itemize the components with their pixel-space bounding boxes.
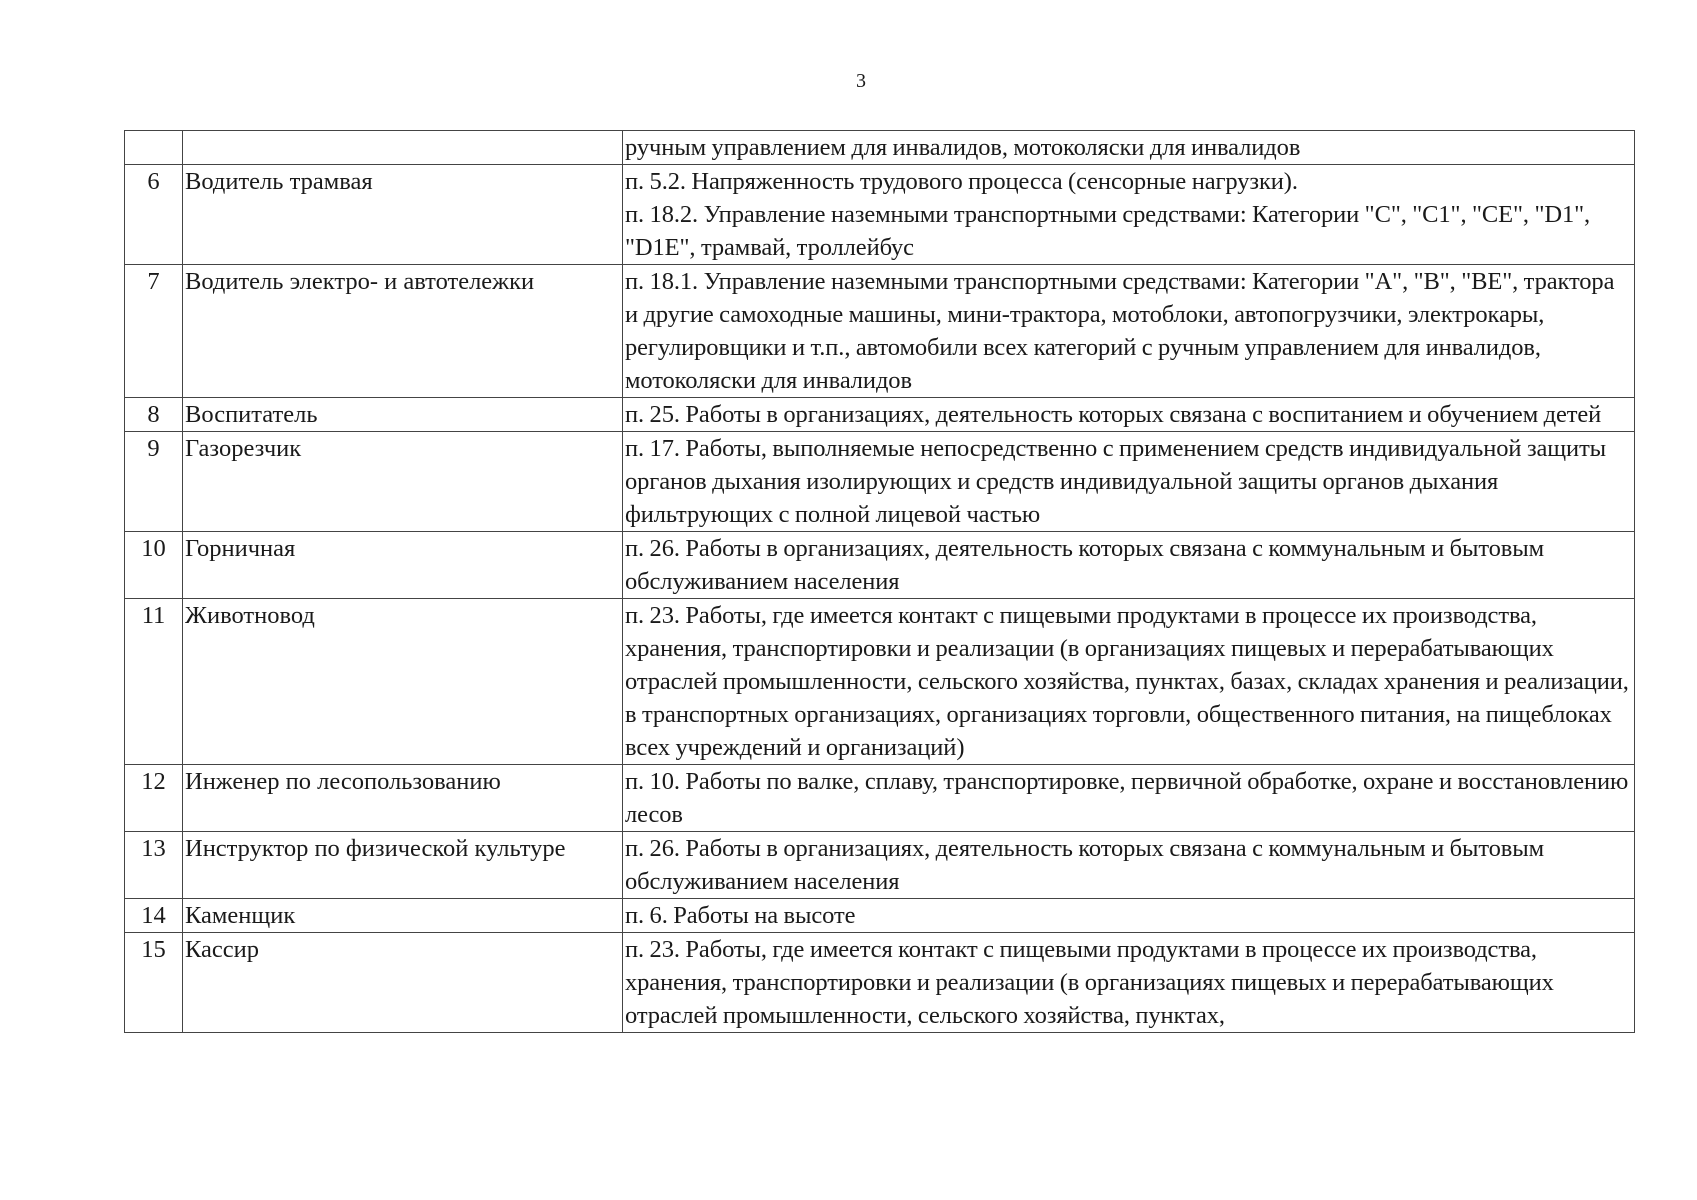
table-row (125, 599, 1635, 765)
requirement-cell: п. 25. Работы в организациях, деятельность которых связана с воспитанием и обучением детей (623, 398, 1635, 432)
requirement-cell: п. 26. Работы в организациях, деятельность которых связана с коммунальным и бытовым обслуживанием населения (623, 532, 1635, 599)
page-number: 3 (856, 70, 866, 92)
row-number-cell: 10 (125, 532, 183, 599)
table-row (125, 398, 1635, 432)
row-number-cell: 8 (125, 398, 183, 432)
profession-cell: Газорезчик (183, 432, 623, 532)
table-row (125, 933, 1635, 1033)
table-row (125, 131, 1635, 165)
table-row (125, 432, 1635, 532)
profession-cell: Животновод (183, 599, 623, 765)
profession-cell: Водитель электро- и автотележки (183, 265, 623, 398)
table-row (125, 765, 1635, 832)
table-row (125, 899, 1635, 933)
requirement-cell: п. 17. Работы, выполняемые непосредственно с применением средств индивидуальной защиты органов дыхания изолирующих и средств индивидуальной защиты органов дыхания фильтрующих с полной лицевой частью (623, 432, 1635, 532)
professions-table (124, 130, 1635, 1033)
profession-cell: Водитель трамвая (183, 165, 623, 265)
profession-cell: Инженер по лесопользованию (183, 765, 623, 832)
row-number-cell: 14 (125, 899, 183, 933)
row-number-cell: 9 (125, 432, 183, 532)
row-number-cell: 13 (125, 832, 183, 899)
requirement-cell: п. 18.1. Управление наземными транспортными средствами: Категории "A", "B", "BE", трактора и другие самоходные машины, мини-трактора, мотоблоки, автопогрузчики, электрокары, регулировщики и т.п., автомобили всех категорий с ручным управлением для инвалидов, мотоколяски для инвалидов (623, 265, 1635, 398)
row-number-cell: 6 (125, 165, 183, 265)
table-row (125, 532, 1635, 599)
profession-cell: Каменщик (183, 899, 623, 933)
row-number-cell: 11 (125, 599, 183, 765)
table-row (125, 265, 1635, 398)
profession-cell: Инструктор по физической культуре (183, 832, 623, 899)
requirement-cell: п. 5.2. Напряженность трудового процесса (сенсорные нагрузки). п. 18.2. Управление наземными транспортными средствами: Категории "C", "C1", "CE", "D1", "D1E", трамвай, троллейбус (623, 165, 1635, 265)
profession-cell: Горничная (183, 532, 623, 599)
table-row (125, 165, 1635, 265)
requirement-cell: п. 23. Работы, где имеется контакт с пищевыми продуктами в процессе их производства, хранения, транспортировки и реализации (в организациях пищевых и перерабатывающих отраслей промышленности, сельского хозяйства, пунктах, базах, складах хранения и реализации, в транспортных организациях, организациях торговли, общественного питания, на пищеблоках всех учреждений и организаций) (623, 599, 1635, 765)
requirement-cell: п. 6. Работы на высоте (623, 899, 1635, 933)
row-number-cell (125, 131, 183, 165)
profession-cell (183, 131, 623, 165)
requirement-cell: п. 26. Работы в организациях, деятельность которых связана с коммунальным и бытовым обслуживанием населения (623, 832, 1635, 899)
profession-cell: Воспитатель (183, 398, 623, 432)
row-number-cell: 15 (125, 933, 183, 1033)
table-row (125, 832, 1635, 899)
row-number-cell: 7 (125, 265, 183, 398)
profession-cell: Кассир (183, 933, 623, 1033)
requirement-cell: п. 10. Работы по валке, сплаву, транспортировке, первичной обработке, охране и восстановлению лесов (623, 765, 1635, 832)
requirement-cell: ручным управлением для инвалидов, мотоколяски для инвалидов (623, 131, 1635, 165)
row-number-cell: 12 (125, 765, 183, 832)
requirement-cell: п. 23. Работы, где имеется контакт с пищевыми продуктами в процессе их производства, хранения, транспортировки и реализации (в организациях пищевых и перерабатывающих отраслей промышленности, сельского хозяйства, пунктах, (623, 933, 1635, 1033)
